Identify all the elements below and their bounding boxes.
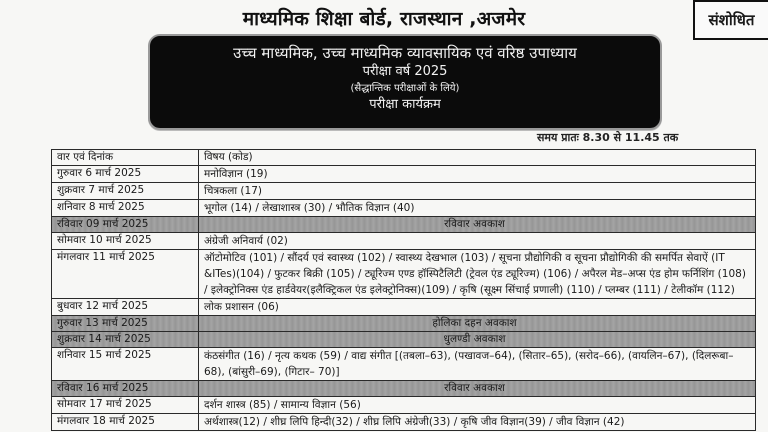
board-title: माध्यमिक शिक्षा बोर्ड, राजस्थान ,अजमेर bbox=[242, 8, 526, 30]
row-subjects: अंग्रेजी अनिवार्य (02) bbox=[199, 233, 756, 250]
column-header-date: वार एवं दिनांक bbox=[52, 150, 199, 166]
row-date: गुरुवार 6 मार्च 2025 bbox=[52, 166, 199, 183]
revised-label: संशोधित bbox=[708, 11, 755, 29]
row-subjects: ऑटोमोटिव (101) / सौंदर्य एवं स्वास्थ्य (102) / स्वास्थ्य देखभाल (103) / सूचना प्रौद्योगिकी व सूचना प्रौद्योगिकी की समर्पित सेवाऐं (IT &ITes)(104) / फुटकर बिक्री (105) / ट्यूरिज्म एण्ड हॉस्पिटैलिटी (ट्रेवल एंड ट्यूरिज्म) (106) / अपैरल मेड–अप्स एंड होम फर्निशिंग (108) / इलेक्ट्रोनिक्स एंड हार्डवेयर(इलैक्ट्रिकल एंड इलेक्ट्रोनिक्स)(109) / कृषि (सूक्ष्म सिंचाई प्रणाली) (110) / प्लम्बर (111) / टेलीकॉम (112) bbox=[199, 250, 756, 299]
title-banner bbox=[148, 34, 662, 130]
table-row-holiday bbox=[52, 217, 756, 233]
row-date: बुधवार 12 मार्च 2025 bbox=[52, 299, 199, 316]
row-date: शुक्रवार 14 मार्च 2025 bbox=[52, 332, 199, 348]
row-holiday-label: धुलण्डी अवकाश bbox=[199, 332, 756, 348]
banner-schedule-label: परीक्षा कार्यक्रम bbox=[369, 97, 441, 112]
row-date: रविवार 16 मार्च 2025 bbox=[52, 381, 199, 397]
row-subjects: चित्रकला (17) bbox=[199, 183, 756, 200]
row-date: मंगलवार 11 मार्च 2025 bbox=[52, 250, 199, 299]
table-row-holiday bbox=[52, 381, 756, 397]
row-subjects: दर्शन शास्त्र (85) / सामान्य विज्ञान (56) bbox=[199, 397, 756, 414]
row-holiday-label: रविवार अवकाश bbox=[199, 381, 756, 397]
column-header-subject: विषय (कोड) bbox=[199, 150, 756, 166]
row-date: सोमवार 10 मार्च 2025 bbox=[52, 233, 199, 250]
table-row bbox=[52, 250, 756, 299]
row-subjects: भूगोल (14) / लेखाशास्त्र (30) / भौतिक विज्ञान (40) bbox=[199, 200, 756, 217]
row-date: शनिवार 15 मार्च 2025 bbox=[52, 348, 199, 381]
exam-time-note: समय प्रातः 8.30 से 11.45 तक bbox=[537, 131, 679, 144]
table-header-row bbox=[52, 150, 756, 166]
table-row bbox=[52, 183, 756, 200]
banner-theory-note: (सैद्धान्तिक परीक्षाओं के लिये) bbox=[350, 83, 460, 94]
table-row-holiday bbox=[52, 332, 756, 348]
table-row bbox=[52, 166, 756, 183]
table-row bbox=[52, 200, 756, 217]
banner-exam-types: उच्च माध्यमिक, उच्च माध्यमिक व्यावसायिक एवं वरिष्ठ उपाध्याय bbox=[233, 44, 577, 62]
row-date: सोमवार 17 मार्च 2025 bbox=[52, 397, 199, 414]
row-date: मंगलवार 18 मार्च 2025 bbox=[52, 414, 199, 431]
row-holiday-label: रविवार अवकाश bbox=[199, 217, 756, 233]
banner-exam-year: परीक्षा वर्ष 2025 bbox=[362, 64, 448, 79]
exam-schedule-table bbox=[51, 149, 756, 431]
table-row-holiday bbox=[52, 316, 756, 332]
table-row bbox=[52, 397, 756, 414]
row-holiday-label: होलिका दहन अवकाश bbox=[199, 316, 756, 332]
row-date: शुक्रवार 7 मार्च 2025 bbox=[52, 183, 199, 200]
row-date: गुरुवार 13 मार्च 2025 bbox=[52, 316, 199, 332]
row-subjects: मनोविज्ञान (19) bbox=[199, 166, 756, 183]
revised-badge bbox=[693, 0, 768, 40]
table-row bbox=[52, 348, 756, 381]
row-date: रविवार 09 मार्च 2025 bbox=[52, 217, 199, 233]
table-row bbox=[52, 233, 756, 250]
table-row bbox=[52, 299, 756, 316]
row-subjects: कंठसंगीत (16) / नृत्य कथक (59) / वाद्य संगीत [(तबला–63), (पखावज–64), (सितार–65), (सरोद–66), (वायलिन–67), (दिलरूबा–68), (बांसुरी–69), (गिटार– 70)] bbox=[199, 348, 756, 381]
table-row bbox=[52, 414, 756, 431]
row-date: शनिवार 8 मार्च 2025 bbox=[52, 200, 199, 217]
row-subjects: लोक प्रशासन (06) bbox=[199, 299, 756, 316]
row-subjects: अर्थशास्त्र(12) / शीघ्र लिपि हिन्दी(32) / शीघ्र लिपि अंग्रेजी(33) / कृषि जीव विज्ञान(39) / जीव विज्ञान (42) bbox=[199, 414, 756, 431]
